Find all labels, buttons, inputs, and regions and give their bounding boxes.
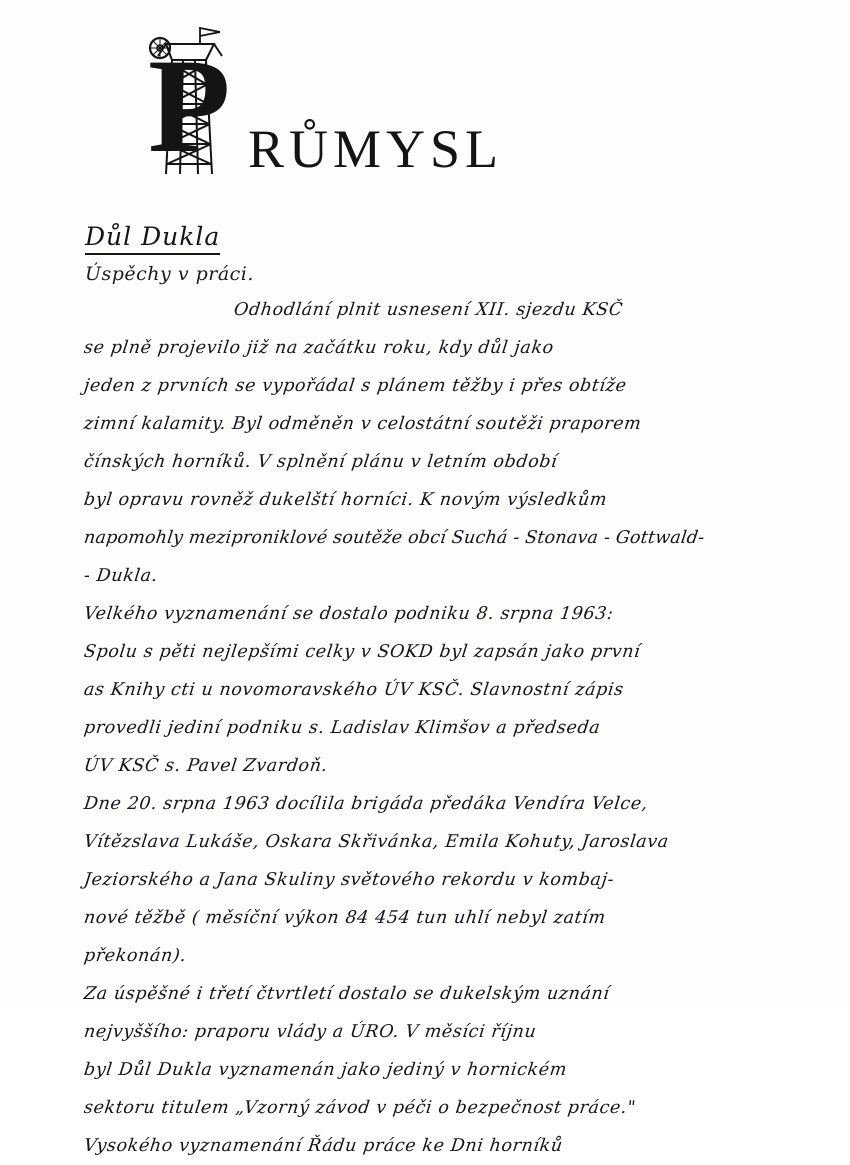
text-line: Spolu s pěti nejlepšími celky v SOKD byl zapsán jako první (82, 642, 642, 662)
text-line: zimní kalamity. Byl odměněn v celostátní soutěži praporem (82, 414, 643, 434)
text-line: Velkého vyznamenání se dostalo podniku 8. srpna 1963: (82, 604, 615, 624)
text-line: as Knihy cti u novomoravského ÚV KSČ. Slavnostní zápis (82, 680, 625, 700)
text-line: Vítězslava Lukáše, Oskara Skřivánka, Emila Kohuty, Jaroslava (82, 832, 671, 852)
text-line: napomohly meziproniklové soutěže obcí Suchá - Stonava - Gottwald- (82, 528, 706, 548)
text-line: překonán). (82, 946, 188, 966)
text-line: Dne 20. srpna 1963 docílila brigáda předáka Vendíra Velce, (82, 794, 650, 814)
text-line: čínských horníků. V splnění plánu v letním období (82, 452, 559, 472)
text-line: ÚV KSČ s. Pavel Zvardoň. (82, 756, 329, 776)
text-line: byl Důl Dukla vyznamenán jako jediný v hornickém (82, 1060, 569, 1080)
text-line: nejvyššího: praporu vlády a ÚRO. V měsíci říjnu (82, 1022, 538, 1042)
text-line: - Dukla. (82, 566, 160, 586)
text-line: Vysokého vyznamenání Řádu práce ke Dni horníků (82, 1136, 564, 1156)
drop-cap-letter: P (148, 32, 229, 181)
body-text (84, 291, 774, 1165)
masthead-title: RŮMYSL (248, 119, 504, 179)
text-line: se plně projevilo již na začátku roku, kdy důl jako (82, 338, 556, 358)
text-line: Za úspěšné i třetí čtvrtletí dostalo se dukelským uznání (82, 984, 611, 1004)
text-line: nové těžbě ( měsíční výkon 84 454 tun uhlí nebyl zatím (82, 908, 607, 928)
text-line: jeden z prvních se vypořádal s plánem těžby i přes obtíže (82, 376, 628, 396)
text-line: byl opravu rovněž dukelští horníci. K novým výsledkům (82, 490, 609, 510)
text-line: sektoru titulem „Vzorný závod v péči o bezpečnost práce." (82, 1098, 637, 1118)
text-line: Jeziorského a Jana Skuliny světového rekordu v kombaj- (82, 870, 616, 890)
text-line: provedli jediní podniku s. Ladislav Klimšov a předseda (82, 718, 602, 738)
section-heading: Důl Dukla (85, 222, 220, 255)
text-line: Odhodlání plnit usnesení XII. sjezdu KSČ (232, 300, 625, 320)
section-subheading: Úspěchy v práci. (85, 263, 254, 285)
